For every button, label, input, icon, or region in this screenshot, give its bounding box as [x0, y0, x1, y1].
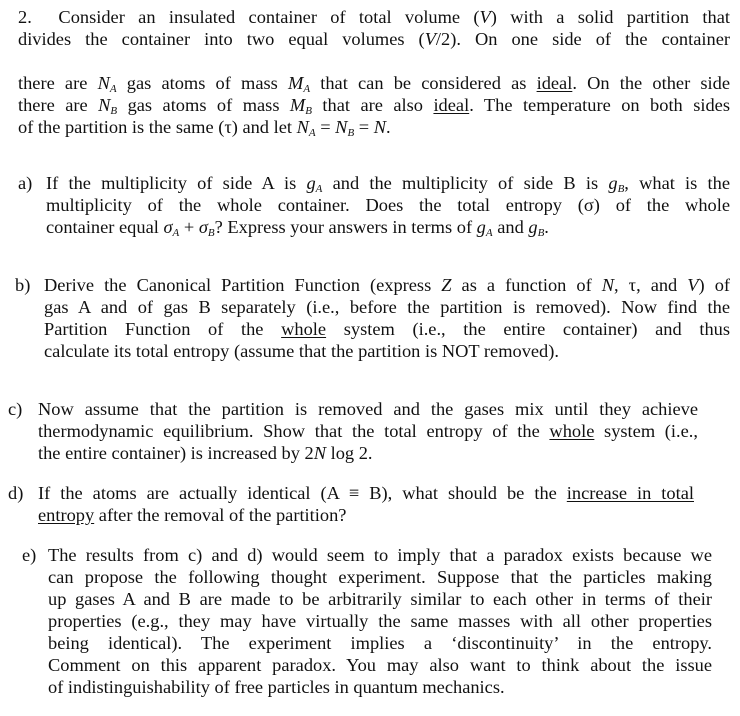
part-e-label: e)	[22, 545, 37, 565]
setup-line-3: of the partition is the same (τ) and let $N_A = N_B = N$.	[18, 117, 391, 139]
part-b-line: gas A and of gas B separately (i.e., before the partition is removed). Now find the	[44, 297, 730, 317]
part-c-label: c)	[8, 399, 23, 419]
intro-line-2: divides the container into two equal volumes (V/2). On one side of the container	[18, 29, 730, 49]
part-a-line: container equal $\sigma_A + \sigma_B$? Express your answers in terms of $g_A$ and $g_B$.	[46, 217, 549, 239]
part-d-label: d)	[8, 483, 24, 503]
part-e-line: up gases A and B are made to be arbitrarily similar to each other in terms of their	[48, 589, 712, 609]
part-a-line: If the multiplicity of side A is $g_A$ and the multiplicity of side B is $g_B$, what is the	[46, 173, 730, 195]
intro-line-1: 2. Consider an insulated container of total volume (V) with a solid partition that	[18, 7, 730, 27]
part-b-label: b)	[15, 275, 31, 295]
part-c-line: Now assume that the partition is removed and the gases mix until they achieve	[38, 399, 698, 419]
part-e-line: Comment on this apparent paradox. You may also want to think about the issue	[48, 655, 712, 675]
part-c-line: thermodynamic equilibrium. Show that the total entropy of the whole system (i.e.,	[38, 421, 698, 441]
part-d-text	[38, 482, 694, 526]
problem-setup	[18, 72, 730, 138]
problem-intro	[18, 6, 730, 50]
part-d-line: If the atoms are actually identical (A ≡ B), what should be the increase in total	[38, 483, 694, 503]
part-e-line: can propose the following thought experiment. Suppose that the particles making	[48, 567, 712, 587]
part-e-line: of indistinguishability of free particles in quantum mechanics.	[48, 677, 505, 697]
part-a-text	[46, 172, 730, 238]
part-d-line: entropy after the removal of the partition?	[38, 505, 347, 525]
part-a-label: a)	[18, 173, 33, 193]
part-e-line: properties (e.g., they may have virtually the same masses with all other properties	[48, 611, 712, 631]
part-b-text	[44, 274, 730, 362]
part-b-line: Partition Function of the whole system (i.e., the entire container) and thus	[44, 319, 730, 339]
part-c-text	[38, 398, 698, 464]
part-b-line: calculate its total entropy (assume that the partition is NOT removed).	[44, 341, 559, 361]
part-e-text	[48, 544, 712, 698]
setup-line-1: there are $N_A$ gas atoms of mass $M_A$ that can be considered as ideal. On the other side	[18, 73, 730, 95]
part-b-line: Derive the Canonical Partition Function (express Z as a function of N, τ, and V) of	[44, 275, 731, 295]
part-e-line: The results from c) and d) would seem to imply that a paradox exists because we	[48, 545, 712, 565]
part-c-line: the entire container) is increased by 2N log 2.	[38, 443, 373, 463]
setup-line-2: there are $N_B$ gas atoms of mass $M_B$ that are also ideal. The temperature on both sides	[18, 95, 730, 117]
part-e-line: being identical). The experiment implies a ‘discontinuity’ in the entropy.	[48, 633, 712, 653]
part-a-line: multiplicity of the whole container. Does the total entropy (σ) of the whole	[46, 195, 730, 215]
